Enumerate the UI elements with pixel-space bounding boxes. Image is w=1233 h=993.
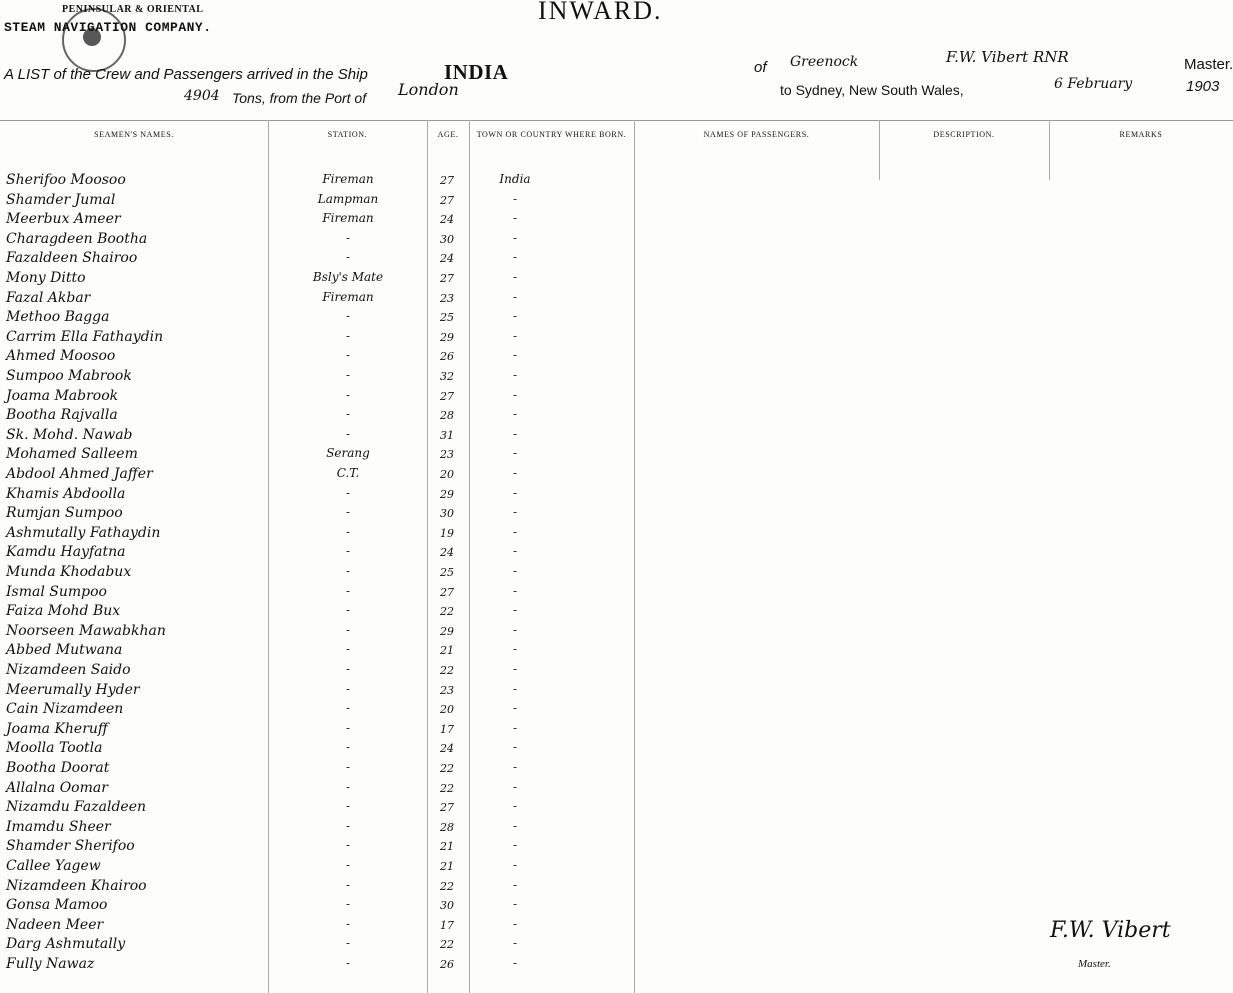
- crew-station: -: [345, 779, 351, 794]
- crew-age: 22: [440, 664, 454, 677]
- crew-row: [0, 427, 640, 447]
- signature-label: Master.: [1078, 958, 1111, 970]
- crew-born: -: [512, 936, 518, 951]
- crew-station: -: [345, 838, 351, 853]
- crew-born: -: [512, 858, 518, 872]
- column-header-born: TOWN OR COUNTRY WHERE BORN.: [476, 130, 627, 139]
- crew-row: [0, 505, 640, 525]
- crew-row: [0, 466, 640, 486]
- crew-station: -: [345, 603, 351, 618]
- crew-row: [0, 917, 640, 937]
- crew-age: 23: [440, 683, 454, 697]
- column-header-age: AGE.: [437, 130, 459, 139]
- master-signature: F.W. Vibert: [1050, 918, 1171, 943]
- crew-station: -: [345, 485, 351, 500]
- crew-age: 27: [440, 174, 454, 187]
- crew-name: Nizamdeen Khairoo: [6, 877, 147, 894]
- crew-station: -: [345, 407, 351, 422]
- crew-name: Mony Ditto: [6, 270, 86, 286]
- crew-row: [0, 838, 640, 858]
- crew-row: [0, 270, 640, 290]
- crew-station: -: [345, 720, 351, 735]
- crew-row: [0, 760, 640, 780]
- crew-age: 22: [440, 781, 454, 795]
- crew-born: -: [512, 564, 518, 578]
- crew-age: 29: [440, 330, 454, 344]
- crew-name: Noorseen Mawabkhan: [6, 622, 166, 639]
- tonnage: 4904: [184, 88, 220, 104]
- crew-born: -: [512, 583, 518, 598]
- crew-name: Nizamdeen Saido: [6, 662, 131, 678]
- crew-born: -: [512, 250, 518, 265]
- crew-row: [0, 231, 640, 251]
- crew-row: [0, 721, 640, 741]
- crew-station: Serang: [326, 446, 370, 461]
- crew-station: Fireman: [322, 289, 374, 304]
- crew-station: -: [345, 760, 351, 774]
- column-header-station: STATION.: [327, 130, 368, 139]
- crew-name: Abbed Mutwana: [6, 642, 123, 659]
- crew-age: 28: [440, 409, 454, 423]
- crew-born: -: [512, 426, 518, 441]
- crew-age: 30: [440, 232, 454, 246]
- crew-name: Allalna Oomar: [6, 779, 108, 796]
- crew-born: -: [512, 446, 518, 461]
- crew-name: Cain Nizamdeen: [6, 701, 124, 718]
- crew-row: [0, 623, 640, 643]
- crew-station: -: [345, 642, 351, 657]
- crew-station: -: [345, 328, 351, 343]
- crew-age: 30: [440, 899, 454, 913]
- crew-name: Shamder Sherifoo: [6, 838, 135, 855]
- crew-station: -: [345, 426, 351, 441]
- crew-age: 24: [440, 742, 454, 756]
- crew-born: -: [512, 956, 518, 970]
- crew-name: Sumpoo Mabrook: [6, 368, 132, 384]
- crew-row: [0, 740, 640, 760]
- crew-row: [0, 878, 640, 898]
- master-label: Master.: [1184, 56, 1233, 73]
- crew-born: India: [499, 172, 531, 186]
- crew-station: -: [345, 505, 351, 520]
- crew-row: [0, 936, 640, 956]
- crew-born: -: [512, 230, 518, 245]
- crew-station: -: [345, 564, 351, 578]
- crew-name: Khamis Abdoolla: [6, 485, 126, 502]
- crew-born: -: [512, 701, 518, 716]
- crew-age: 30: [440, 507, 454, 521]
- crew-row: [0, 348, 640, 368]
- crew-name: Carrim Ella Fathaydin: [6, 328, 164, 345]
- crew-age: 24: [440, 213, 454, 227]
- crew-born: -: [512, 466, 518, 480]
- crew-name: Nizamdu Fazaldeen: [6, 799, 147, 816]
- crew-born: -: [512, 505, 518, 520]
- crew-name: Fazal Akbar: [6, 289, 91, 306]
- crew-row: [0, 819, 640, 839]
- crew-age: 28: [440, 820, 454, 834]
- crew-station: -: [345, 858, 351, 872]
- crew-row: [0, 525, 640, 545]
- crew-born: -: [512, 368, 518, 382]
- crew-name: Rumjan Sumpoo: [6, 505, 123, 522]
- crew-station: Bsly's Mate: [312, 270, 384, 284]
- crew-age: 17: [440, 722, 454, 736]
- crew-born: -: [512, 740, 518, 755]
- crew-station: -: [345, 818, 351, 833]
- crew-born: -: [512, 799, 518, 814]
- crew-row: [0, 682, 640, 702]
- ship-name: INDIA: [444, 60, 509, 84]
- crew-station: -: [345, 877, 351, 892]
- crew-age: 32: [440, 370, 454, 383]
- crew-age: 23: [440, 448, 454, 462]
- company-name-line1: PENINSULAR & ORIENTAL: [62, 4, 204, 15]
- crew-born: -: [512, 622, 518, 637]
- crew-row: [0, 211, 640, 231]
- crew-age: 27: [440, 389, 454, 403]
- crew-name: Abdool Ahmed Jaffer: [6, 466, 153, 482]
- crew-station: -: [345, 662, 351, 676]
- crew-born: -: [512, 348, 518, 363]
- crew-name: Moolla Tootla: [6, 740, 103, 757]
- crew-age: 29: [440, 624, 454, 638]
- crew-age: 25: [440, 566, 454, 579]
- crew-born: -: [512, 818, 518, 833]
- crew-station: -: [345, 740, 351, 755]
- crew-name: Meerbux Ameer: [6, 211, 121, 228]
- crew-name: Joama Kheruff: [6, 720, 108, 737]
- crew-age: 24: [440, 546, 454, 560]
- crew-row: [0, 192, 640, 212]
- crew-row: [0, 407, 640, 427]
- document-title: INWARD.: [538, 0, 663, 25]
- crew-name: Methoo Bagga: [6, 309, 110, 326]
- crew-row: [0, 290, 640, 310]
- crew-age: 27: [440, 585, 454, 599]
- crew-row: [0, 309, 640, 329]
- column-header-remarks: REMARKS: [1119, 130, 1163, 139]
- crew-station: -: [345, 897, 351, 912]
- crew-age: 20: [440, 468, 454, 481]
- crew-name: Darg Ashmutally: [6, 936, 126, 953]
- crew-born: -: [512, 407, 518, 422]
- crew-name: Joama Mabrook: [6, 387, 119, 404]
- crew-born: -: [512, 838, 518, 853]
- crew-station: -: [345, 387, 351, 402]
- company-name-line2: STEAM NAVIGATION COMPANY.: [4, 20, 212, 35]
- crew-station: -: [345, 309, 351, 324]
- crew-born: -: [512, 524, 518, 539]
- crew-born: -: [512, 681, 518, 696]
- crew-name: Munda Khodabux: [6, 564, 132, 580]
- arrival-year: 1903: [1186, 78, 1220, 95]
- crew-name: Faiza Mohd Bux: [6, 603, 121, 620]
- crew-row: [0, 956, 640, 976]
- crew-age: 31: [440, 428, 454, 442]
- crew-station: -: [345, 799, 351, 814]
- crew-name: Nadeen Meer: [6, 916, 104, 933]
- crew-born: -: [512, 720, 518, 735]
- crew-born: -: [512, 387, 518, 402]
- crew-born: -: [512, 289, 518, 304]
- crew-name: Ismal Sumpoo: [6, 583, 107, 600]
- crew-station: -: [345, 956, 351, 970]
- column-header-seamen-names: SEAMEN'S NAMES.: [94, 130, 174, 139]
- crew-born: -: [512, 328, 518, 343]
- crew-station: -: [345, 936, 351, 951]
- crew-row: [0, 897, 640, 917]
- crew-age: 27: [440, 801, 454, 815]
- crew-station: -: [345, 583, 351, 598]
- crew-age: 20: [440, 703, 454, 717]
- crew-born: -: [512, 603, 518, 618]
- crew-age: 17: [440, 918, 454, 932]
- crew-name: Kamdu Hayfatna: [6, 544, 126, 561]
- crew-name: Imamdu Sheer: [6, 818, 111, 835]
- crew-name: Bootha Doorat: [6, 760, 110, 776]
- crew-row: [0, 446, 640, 466]
- crew-age: 26: [440, 350, 454, 364]
- crew-station: Lampman: [317, 191, 379, 206]
- crew-born: -: [512, 270, 518, 284]
- crew-row: [0, 662, 640, 682]
- departure-port: London: [398, 80, 459, 99]
- destination-text: to Sydney, New South Wales,: [780, 82, 964, 98]
- crew-age: 25: [440, 311, 454, 325]
- of-label: of: [754, 59, 767, 76]
- crew-station: Fireman: [322, 211, 374, 226]
- crew-born: -: [512, 916, 518, 931]
- crew-name: Shamder Jumal: [6, 191, 116, 208]
- column-header-description: DESCRIPTION.: [933, 130, 995, 139]
- crew-age: 22: [440, 762, 454, 775]
- crew-born: -: [512, 309, 518, 324]
- crew-name: Fully Nawaz: [6, 956, 95, 972]
- crew-row: [0, 329, 640, 349]
- crew-row: [0, 858, 640, 878]
- crew-born: -: [512, 779, 518, 794]
- arrival-date: 6 February: [1054, 76, 1133, 92]
- crew-age: 21: [440, 840, 454, 854]
- crew-age: 27: [440, 272, 454, 285]
- crew-station: -: [345, 701, 351, 716]
- crew-age: 27: [440, 193, 454, 207]
- crew-name: Meerumally Hyder: [6, 681, 140, 698]
- crew-row: [0, 250, 640, 270]
- crew-name: Charagdeen Bootha: [6, 230, 148, 247]
- crew-row: [0, 368, 640, 388]
- crew-station: -: [345, 250, 351, 265]
- crew-age: 23: [440, 291, 454, 305]
- crew-name: Bootha Rajvalla: [6, 407, 118, 424]
- crew-name: Ashmutally Fathaydin: [6, 524, 161, 541]
- crew-station: -: [345, 230, 351, 245]
- crew-born: -: [512, 662, 518, 676]
- column-divider: [879, 120, 880, 180]
- crew-station: Fireman: [322, 172, 374, 186]
- crew-born: -: [512, 485, 518, 500]
- crew-name: Sk. Mohd. Nawab: [6, 426, 133, 443]
- tons-text: Tons, from the Port of: [232, 90, 367, 106]
- crew-row: [0, 486, 640, 506]
- crew-row: [0, 642, 640, 662]
- crew-born: -: [512, 642, 518, 657]
- crew-born: -: [512, 877, 518, 892]
- crew-age: 24: [440, 252, 454, 266]
- crew-age: 29: [440, 487, 454, 501]
- crew-age: 22: [440, 605, 454, 619]
- crew-born: -: [512, 760, 518, 774]
- home-port: Greenock: [790, 54, 859, 70]
- crew-row: [0, 799, 640, 819]
- crew-row: [0, 584, 640, 604]
- crew-name: Sherifoo Moosoo: [6, 172, 126, 188]
- crew-row: [0, 780, 640, 800]
- crew-row: [0, 564, 640, 584]
- crew-station: -: [345, 916, 351, 931]
- crew-name: Gonsa Mamoo: [6, 897, 108, 914]
- crew-born: -: [512, 544, 518, 559]
- list-description: A LIST of the Crew and Passengers arrived in the Ship: [4, 66, 368, 83]
- crew-row: [0, 544, 640, 564]
- crew-row: [0, 388, 640, 408]
- crew-age: 21: [440, 644, 454, 658]
- column-divider: [1049, 120, 1050, 180]
- crew-age: 26: [440, 958, 454, 971]
- crew-born: -: [512, 897, 518, 912]
- crew-station: C.T.: [336, 466, 360, 480]
- crew-station: -: [345, 622, 351, 637]
- crew-station: -: [345, 348, 351, 363]
- crew-station: -: [345, 681, 351, 696]
- official-stamp: [62, 8, 126, 72]
- crew-station: -: [345, 524, 351, 539]
- column-header-passengers: NAMES OF PASSENGERS.: [703, 130, 810, 139]
- crew-row: [0, 603, 640, 623]
- crew-name: Mohamed Salleem: [6, 446, 138, 463]
- crew-age: 22: [440, 879, 454, 893]
- master-name: F.W. Vibert RNR: [946, 48, 1069, 66]
- crew-age: 22: [440, 938, 454, 952]
- crew-age: 19: [440, 526, 454, 540]
- crew-born: -: [512, 211, 518, 226]
- crew-name: Ahmed Moosoo: [6, 348, 116, 365]
- crew-row: [0, 701, 640, 721]
- crew-born: -: [512, 191, 518, 206]
- crew-row: [0, 172, 640, 192]
- crew-name: Callee Yagew: [6, 858, 101, 874]
- crew-age: 21: [440, 860, 454, 873]
- crew-station: -: [345, 368, 351, 382]
- crew-station: -: [345, 544, 351, 559]
- crew-name: Fazaldeen Shairoo: [6, 250, 138, 267]
